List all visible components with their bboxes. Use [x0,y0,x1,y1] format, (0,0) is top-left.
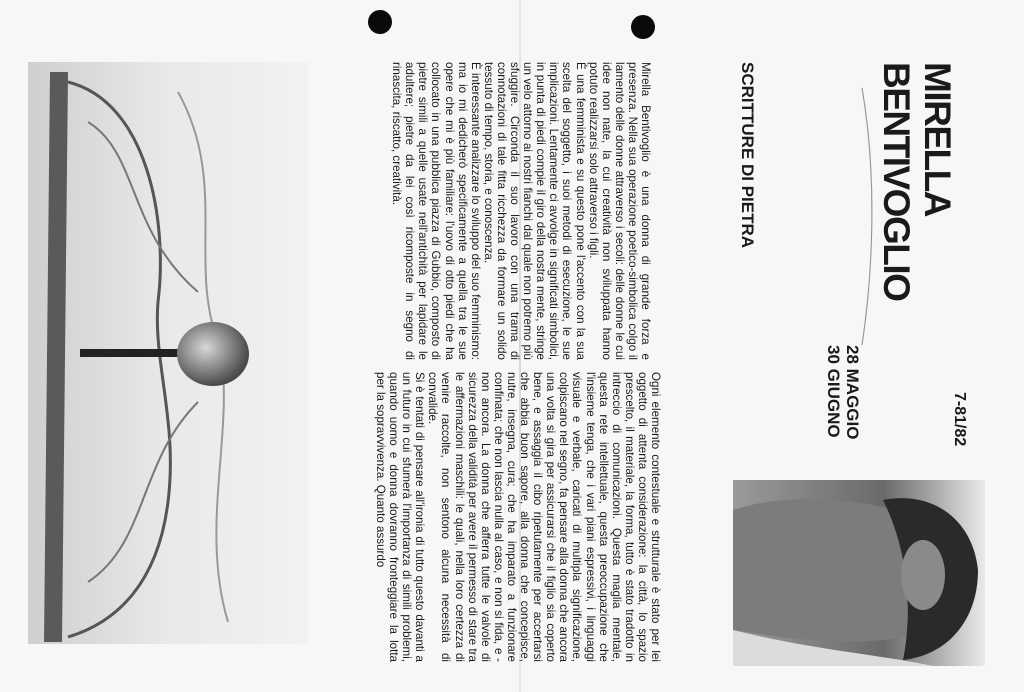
start-date: 28 MAGGIO [843,345,862,440]
artist-name [868,62,958,332]
issue-number: 7-81/82 [951,392,968,447]
end-date: 30 GIUGNO [824,345,843,438]
exhibition-subtitle: SCRITTURE DI PIETRA [738,62,757,249]
exhibition-dates [818,345,862,465]
artist-first-name: MIRELLA [917,62,958,216]
paragraph: Mirella Bentivoglio è una donna di grande forza e presenza. Nella sua operazione poetico-simbolica colgo il lamento delle donne attraverso i secoli: delle donne le cui idee non nate, la cui creatività non sviluppata hanno potuto realizzarsi solo attraverso i figli. [586,62,652,360]
paragraph: Si è tentati di pensare all'ironia di tutto questo davanti a un futuro in cui sfumerà l'importanza di simili problemi, quando uomo e donna dovranno fronteggiare la lotta per la sopravvivenza. Quanto assurdo [374,372,427,662]
paragraph: Ogni elemento contestuale e strutturale è stato per lei oggetto di attenta considerazione: la città, lo spazio prescelto, il materiale, la forma, tutto è stato tradotto in intreccio di comunicazioni. Questa maglia mentale, questa rete intellettuale, questa preoccupazione che l'insieme tenga, che i vari piani espressivi, i linguaggi visuale e verbale, caricati di multipla significazione, colpiscano nel segno, fa pensare alla donna che ancora una volta si gira per assicurarsi che il figlio sia coperto bene, e assaggia il cibo ripetutamente per accertarsi che abbia buon sapore, alla donna che concepisce, nutre, insegna, cura; che ha imparato a funzionare confinata; che non lascia nulla al caso, e non si fida, e - non ancora. La donna che afferra tutte le valvole di sicurezza della validità per avere il permesso di stare tra le affermazioni maschili: le quali, nella loro certezza di venire raccolte, non sentono alcuna necessità di convalide. [426,372,662,662]
paragraph: È interessante analizzare lo sviluppo del suo femminismo: ma io mi dedicherò specificamente a quella tra le sue opere che mi è più familiare: l'uovo di otto piedi che ha collocato in una pubblica piazza di Gubbio, composto di pietre simili a quelle usate nell'antichità per lapidare le adultere; pietre da lei così ricomposte in segno di rinascita, riscatto, creatività. [390,62,482,360]
artist-last-name: BENTIVOGLIO [876,62,917,301]
paragraph: È una femminista e su questo pone l'accento con la sua scelta del soggetto, i suoi metodi di esecuzione, le sue implicazioni. Lentamente ci avvolge in significati simbolici, in punta di piedi compie il giro della nostra mente, stringe un velo attorno ai nostri fianchi dal quale non potremo più sfuggire. Circonda il suo lavoro con una trama di connotazioni di tale fitta ricchezza da formare un solido tessuto di tempo, storia, e conoscenza. [481,62,587,360]
artist-portrait-photo [733,480,985,666]
